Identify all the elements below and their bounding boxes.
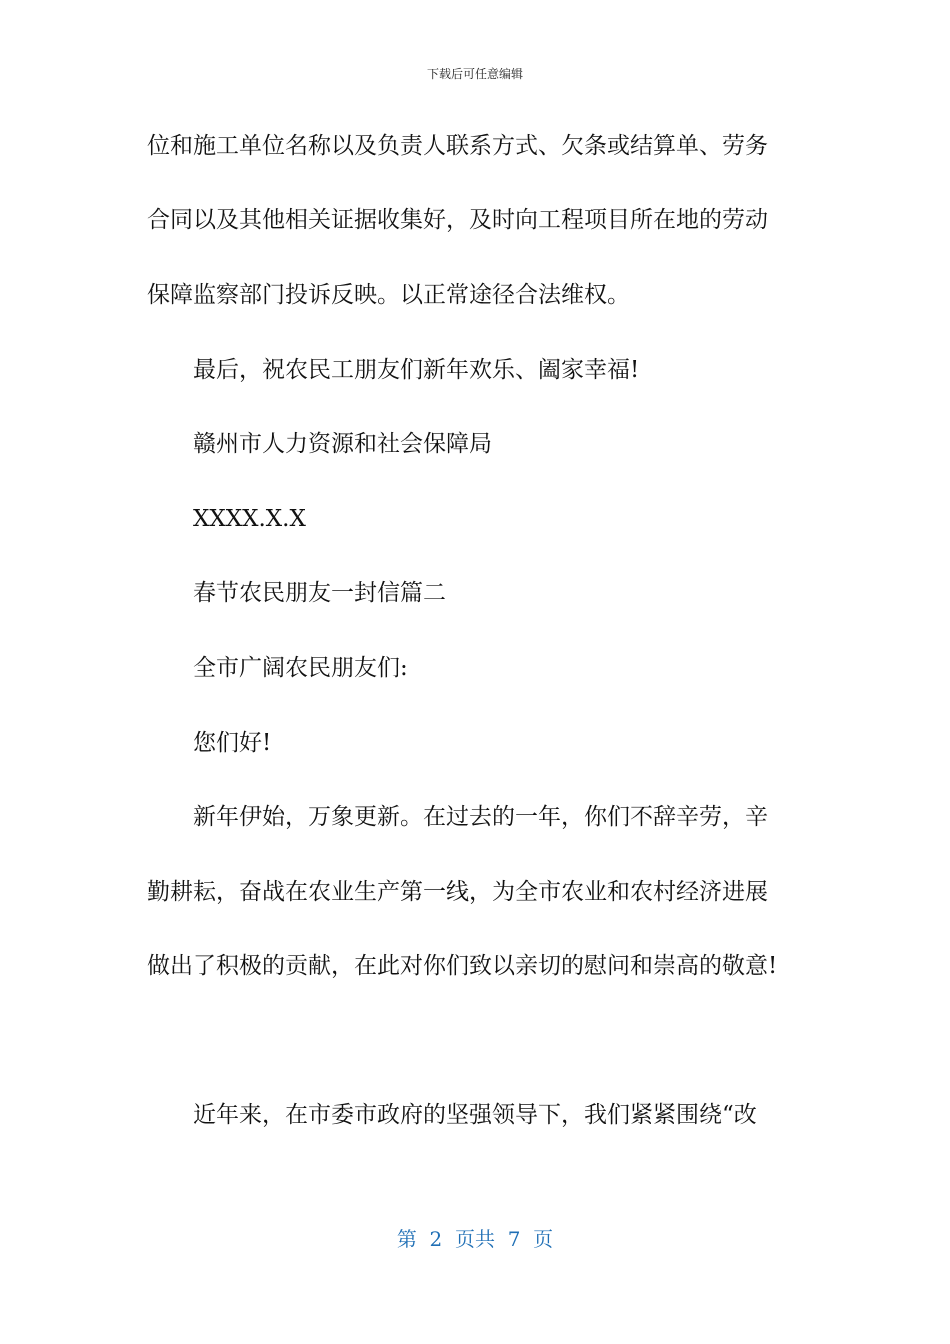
- body-line: 保障监察部门投诉反映。以正常途径合法维权。: [147, 282, 630, 308]
- closing-wish: 最后，祝农民工朋友们新年欢乐、阖家幸福!: [193, 357, 640, 383]
- body-line: 近年来，在市委市政府的坚强领导下，我们紧紧围绕“改: [193, 1102, 757, 1128]
- signature-organization: 赣州市人力资源和社会保障局: [193, 431, 492, 457]
- body-line: 合同以及其他相关证据收集好，及时向工程项目所在地的劳动: [147, 207, 768, 233]
- body-line: 位和施工单位名称以及负责人联系方式、欠条或结算单、劳务: [147, 133, 768, 159]
- section-title: 春节农民朋友一封信篇二: [193, 580, 446, 606]
- body-line: 新年伊始，万象更新。在过去的一年，你们不辞辛劳，辛: [193, 804, 768, 830]
- greeting: 您们好!: [193, 730, 272, 756]
- salutation: 全市广阔农民朋友们:: [193, 655, 408, 681]
- page-header: 下载后可任意编辑: [426, 67, 523, 81]
- page-number-footer: 第 2 页共 7 页: [396, 1227, 554, 1251]
- signature-date: XXXX.X.X: [193, 506, 306, 532]
- body-line: 做出了积极的贡献，在此对你们致以亲切的慰问和崇高的敬意!: [147, 953, 778, 979]
- body-line: 勤耕耘，奋战在农业生产第一线，为全市农业和农村经济进展: [147, 879, 768, 905]
